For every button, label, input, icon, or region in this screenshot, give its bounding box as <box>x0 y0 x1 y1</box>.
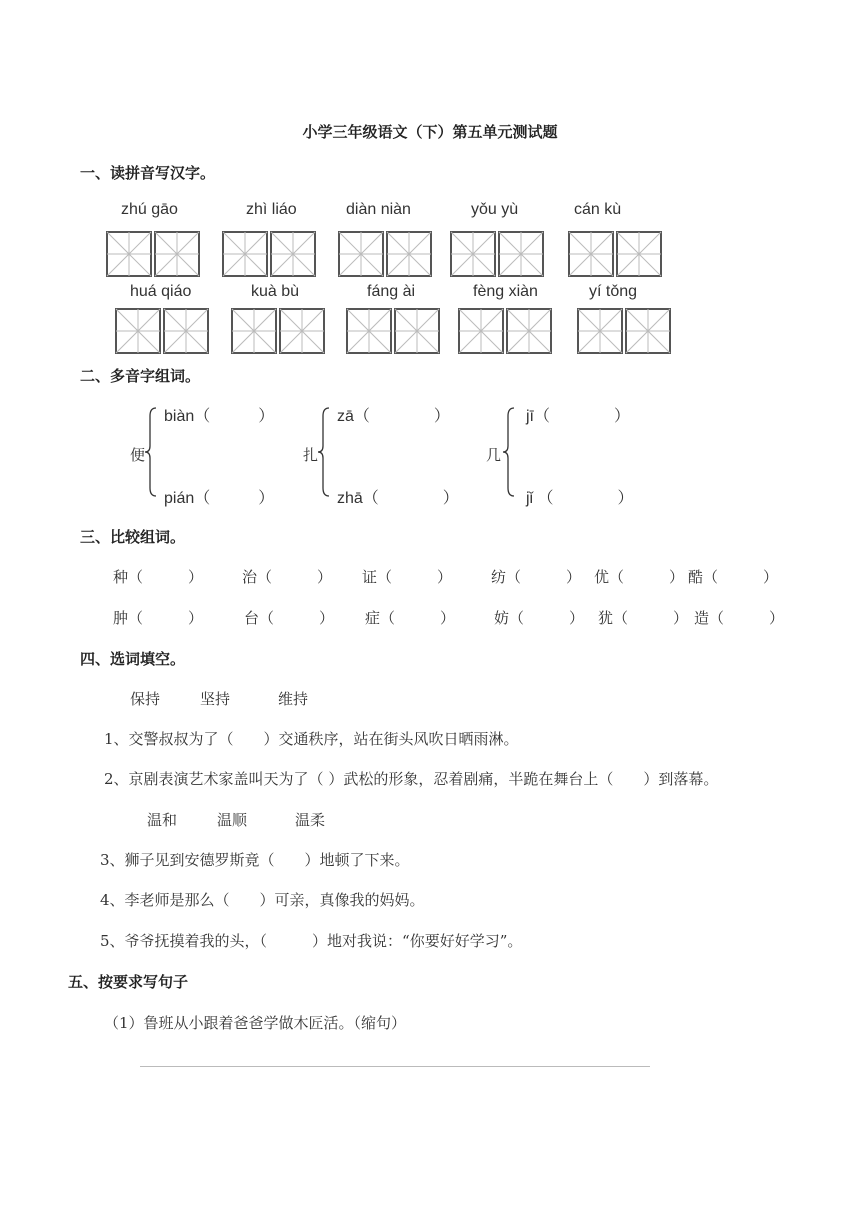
fill-question-3: 3、狮子见到安德罗斯竟（ ）地顿了下来。 <box>100 851 410 869</box>
brace-icon <box>502 406 516 498</box>
polyphone-char: 扎 <box>303 446 319 464</box>
brace-icon <box>317 406 331 498</box>
pinyin-label: huá qiáo <box>130 283 192 300</box>
pinyin-label: cán kù <box>574 201 622 218</box>
word-choice-2: 坚持 <box>200 690 231 708</box>
brace-icon <box>144 406 158 498</box>
writing-grid-cell[interactable] <box>450 231 544 277</box>
polyphone-top: jī（ ） <box>526 408 631 425</box>
compare-item: 妨（ ） <box>494 609 585 627</box>
page-title: 小学三年级语文（下）第五单元测试题 <box>302 123 558 141</box>
compare-item: 治（ ） <box>242 568 333 586</box>
pinyin-label: fèng xiàn <box>473 283 538 300</box>
word-choice-6: 温柔 <box>295 811 326 829</box>
writing-grid-cell[interactable] <box>568 231 662 277</box>
pinyin-label: yǒu yù <box>471 201 519 218</box>
compare-item: 证（ ） <box>362 568 453 586</box>
writing-grid-cell[interactable] <box>222 231 316 277</box>
writing-grid-cell[interactable] <box>577 308 671 354</box>
compare-item: 优（ ） <box>594 568 685 586</box>
writing-grid-cell[interactable] <box>458 308 552 354</box>
pinyin-label: kuà bù <box>251 283 300 300</box>
polyphone-bottom: pián（ ） <box>164 490 275 507</box>
polyphone-bottom: zhā（ ） <box>337 490 459 507</box>
word-choice-1: 保持 <box>130 690 161 708</box>
fill-question-1: 1、交警叔叔为了（ ）交通秩序，站在街头风吹日晒雨淋。 <box>104 730 519 748</box>
compare-item: 种（ ） <box>113 568 204 586</box>
section-5-heading: 五、按要求写句子 <box>68 973 189 991</box>
writing-grid-cell[interactable] <box>115 308 209 354</box>
word-choice-4: 温和 <box>147 811 178 829</box>
compare-item: 造（ ） <box>694 609 785 627</box>
pinyin-label: fáng ài <box>367 283 416 300</box>
section-4-heading: 四、选词填空。 <box>80 650 186 668</box>
compare-item: 犹（ ） <box>598 609 689 627</box>
pinyin-label: zhú gāo <box>121 201 178 218</box>
writing-grid-cell[interactable] <box>338 231 432 277</box>
fill-question-5: 5、爷爷抚摸着我的头，（ ）地对我说：“你要好好学习”。 <box>100 932 523 950</box>
answer-line[interactable] <box>140 1066 650 1067</box>
rewrite-question-1: （1）鲁班从小跟着爸爸学做木匠活。（缩句） <box>104 1014 407 1032</box>
writing-grid-cell[interactable] <box>106 231 200 277</box>
fill-question-2: 2、京剧表演艺术家盖叫天为了（ ）武松的形象，忍着剧痛，半跪在舞台上（ ）到落幕。 <box>104 770 719 788</box>
section-1-heading: 一、读拼音写汉字。 <box>80 164 216 182</box>
pinyin-label: yí tǒng <box>589 283 638 300</box>
writing-grid-cell[interactable] <box>231 308 325 354</box>
fill-question-4: 4、李老师是那么（ ）可亲，真像我的妈妈。 <box>100 891 425 909</box>
polyphone-bottom: jǐ （ ） <box>526 490 634 507</box>
polyphone-top: biàn（ ） <box>164 408 275 425</box>
compare-item: 台（ ） <box>244 609 335 627</box>
pinyin-label: zhì liáo <box>246 201 297 218</box>
compare-item: 肿（ ） <box>113 609 204 627</box>
polyphone-char: 便 <box>130 446 146 464</box>
section-2-heading: 二、多音字组词。 <box>80 367 201 385</box>
compare-item: 酷（ ） <box>688 568 779 586</box>
polyphone-char: 几 <box>486 446 502 464</box>
writing-grid-cell[interactable] <box>346 308 440 354</box>
compare-item: 纺（ ） <box>491 568 582 586</box>
polyphone-top: zā（ ） <box>337 408 450 425</box>
word-choice-3: 维持 <box>278 690 309 708</box>
pinyin-label: diàn niàn <box>346 201 411 218</box>
section-3-heading: 三、比较组词。 <box>80 528 186 546</box>
word-choice-5: 温顺 <box>217 811 248 829</box>
compare-item: 症（ ） <box>365 609 456 627</box>
